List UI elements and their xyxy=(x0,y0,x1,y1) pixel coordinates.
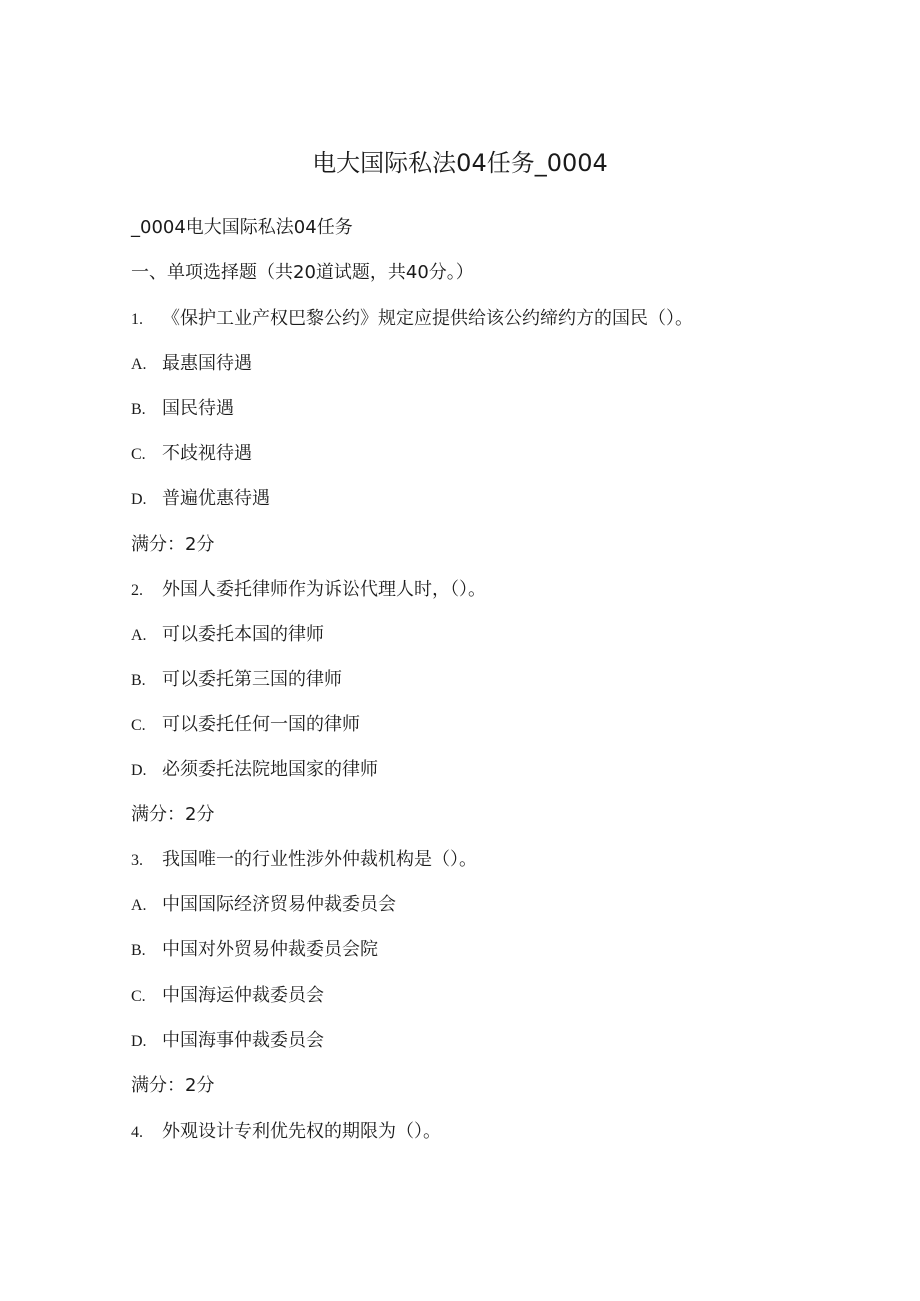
option-2a xyxy=(131,622,324,649)
option-1b xyxy=(131,396,234,423)
option-3c xyxy=(131,983,324,1010)
option-letter: D. xyxy=(131,1033,147,1050)
question-number: 4. xyxy=(131,1124,143,1141)
question-text: 外观设计专利优先权的期限为（）。 xyxy=(162,1121,441,1142)
section-heading: 一、单项选择题（共20道试题，共40分。） xyxy=(131,262,474,283)
option-letter: A. xyxy=(131,356,147,373)
question-2 xyxy=(131,577,486,604)
option-letter: C. xyxy=(131,717,146,734)
option-2b xyxy=(131,667,342,694)
question-text: 我国唯一的行业性涉外仲裁机构是（）。 xyxy=(162,849,477,870)
option-letter: A. xyxy=(131,627,147,644)
option-text: 普遍优惠待遇 xyxy=(162,488,270,509)
option-2d xyxy=(131,757,378,784)
option-text: 必须委托法院地国家的律师 xyxy=(162,759,378,780)
question-4 xyxy=(131,1119,441,1146)
option-text: 国民待遇 xyxy=(162,398,234,419)
option-3b xyxy=(131,937,378,964)
option-1d xyxy=(131,486,270,513)
question-text: 《保护工业产权巴黎公约》规定应提供给该公约缔约方的国民（）。 xyxy=(162,308,693,329)
question-number: 3. xyxy=(131,852,143,869)
option-letter: B. xyxy=(131,672,146,689)
option-2c xyxy=(131,712,360,739)
option-letter: C. xyxy=(131,988,146,1005)
option-text: 最惠国待遇 xyxy=(162,353,252,374)
option-3d xyxy=(131,1028,324,1055)
question-number: 2. xyxy=(131,582,143,599)
option-letter: B. xyxy=(131,942,146,959)
question-3 xyxy=(131,847,477,874)
option-text: 可以委托任何一国的律师 xyxy=(162,714,360,735)
option-text: 可以委托第三国的律师 xyxy=(162,669,342,690)
document-title: 电大国际私法04任务_0004 xyxy=(312,149,608,177)
option-letter: D. xyxy=(131,762,147,779)
option-1c xyxy=(131,441,252,468)
option-text: 可以委托本国的律师 xyxy=(162,624,324,645)
score-3: 满分：2分 xyxy=(131,1075,215,1096)
document-subtitle: _0004电大国际私法04任务 xyxy=(131,217,353,238)
option-letter: D. xyxy=(131,491,147,508)
question-1 xyxy=(131,306,693,333)
option-text: 中国对外贸易仲裁委员会院 xyxy=(162,939,378,960)
option-text: 不歧视待遇 xyxy=(162,443,252,464)
option-letter: B. xyxy=(131,401,146,418)
option-text: 中国国际经济贸易仲裁委员会 xyxy=(162,894,396,915)
score-1: 满分：2分 xyxy=(131,534,215,555)
option-3a xyxy=(131,892,396,919)
option-text: 中国海运仲裁委员会 xyxy=(162,985,324,1006)
score-2: 满分：2分 xyxy=(131,804,215,825)
question-number: 1. xyxy=(131,311,143,328)
option-text: 中国海事仲裁委员会 xyxy=(162,1030,324,1051)
option-letter: C. xyxy=(131,446,146,463)
question-text: 外国人委托律师作为诉讼代理人时，（）。 xyxy=(162,579,486,600)
option-letter: A. xyxy=(131,897,147,914)
option-1a xyxy=(131,351,252,378)
